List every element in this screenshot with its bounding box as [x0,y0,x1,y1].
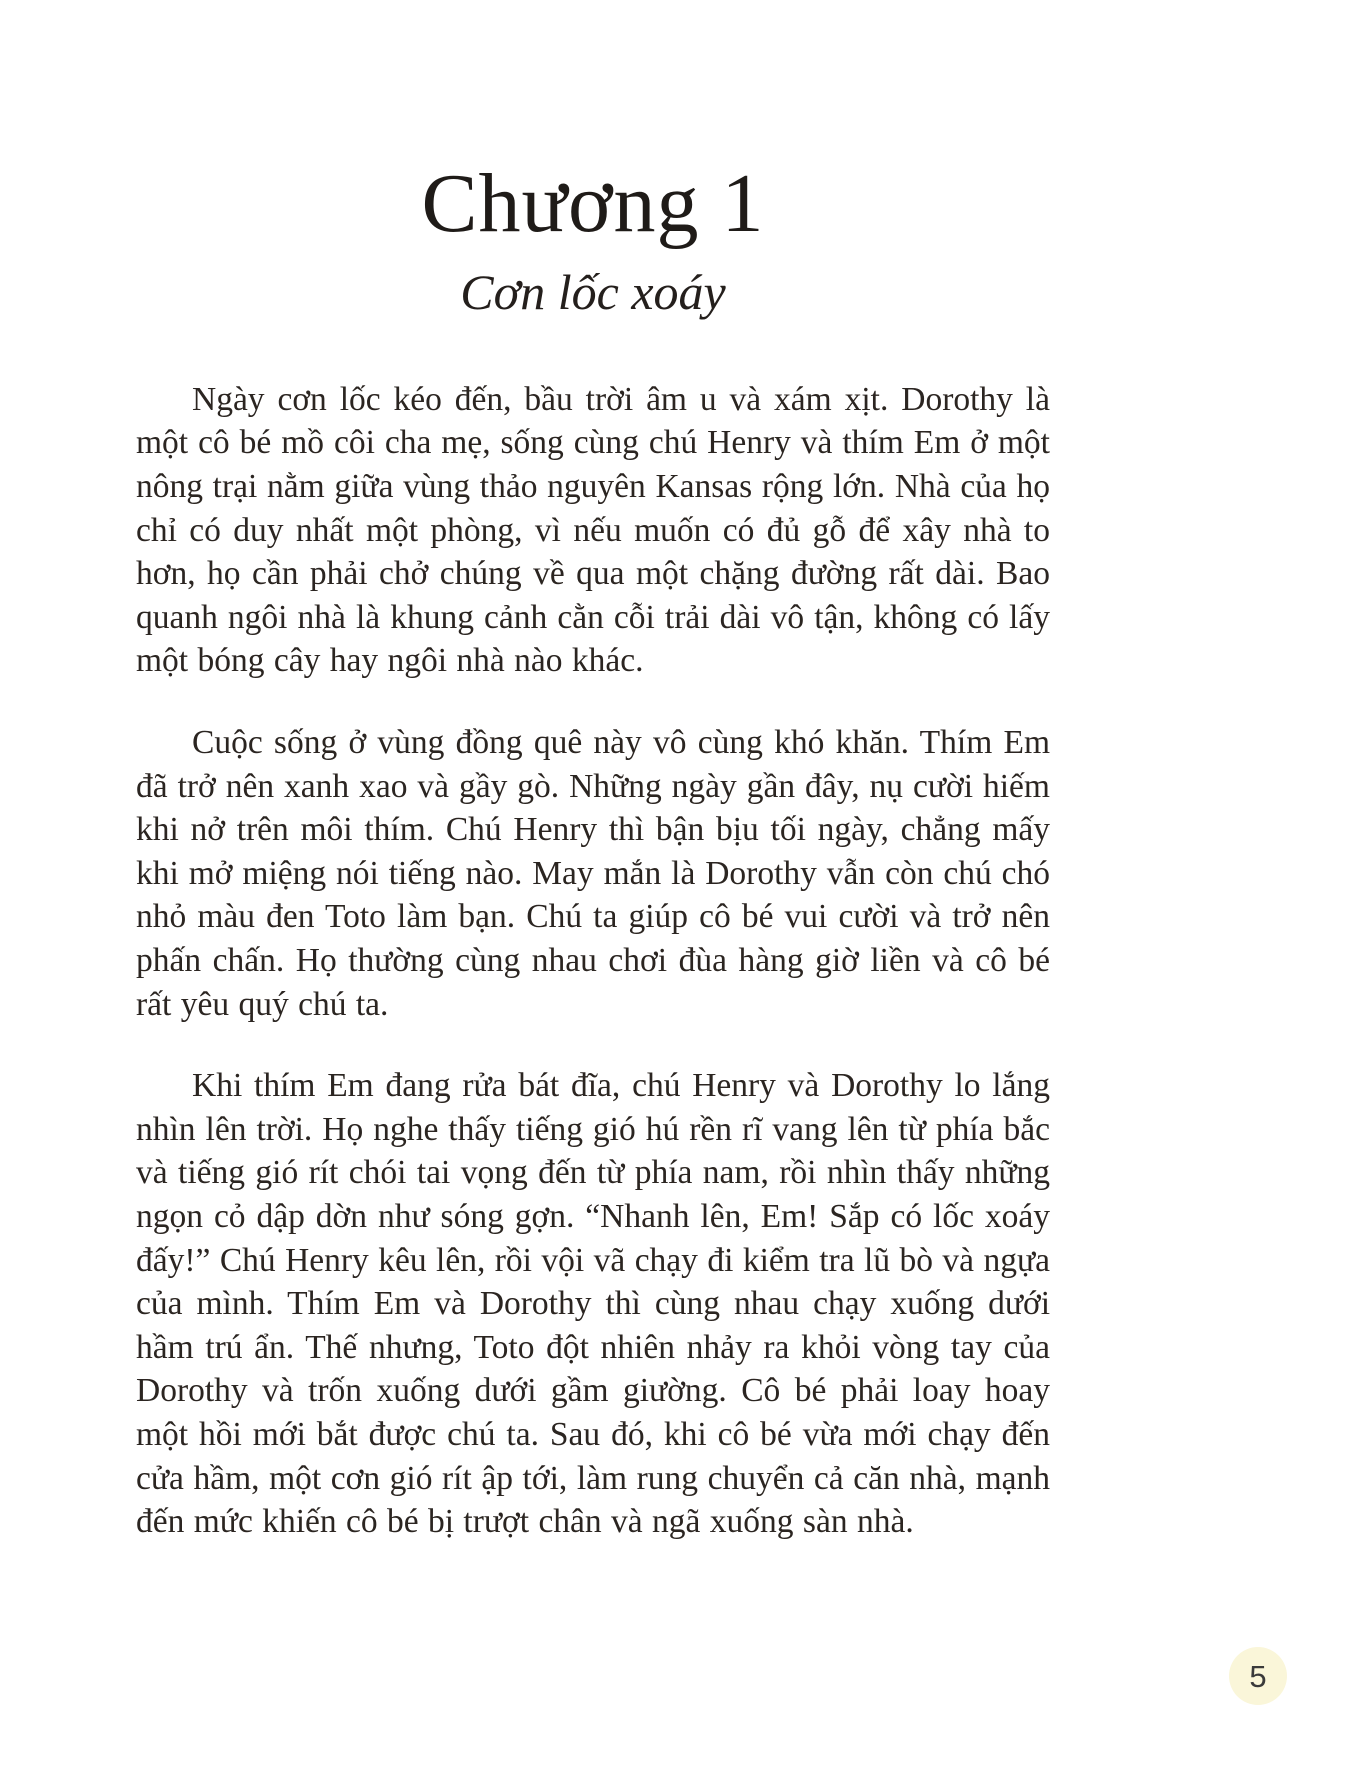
page-number-badge [1229,1647,1287,1705]
body-paragraph: Cuộc sống ở vùng đồng quê này vô cùng khó khăn. Thím Em đã trở nên xanh xao và gầy gò. Những ngày gần đây, nụ cười hiếm khi nở trên môi thím. Chú Henry thì bận bịu tối ngày, chẳng mấy khi mở miệng nói tiếng nào. May mắn là Dorothy vẫn còn chú chó nhỏ màu đen Toto làm bạn. Chú ta giúp cô bé vui cười và trở nên phấn chấn. Họ thường cùng nhau chơi đùa hàng giờ liền và cô bé rất yêu quý chú ta. [136,724,1050,1023]
page-number: 5 [1249,1658,1267,1694]
chapter-title: Chương 1 [421,157,765,250]
body-paragraph: Ngày cơn lốc kéo đến, bầu trời âm u và xám xịt. Dorothy là một cô bé mồ côi cha mẹ, sống cùng chú Henry và thím Em ở một nông trại nằm giữa vùng thảo nguyên Kansas rộng lớn. Nhà của họ chỉ có duy nhất một phòng, vì nếu muốn có đủ gỗ để xây nhà to hơn, họ cần phải chở chúng về qua một chặng đường rất dài. Bao quanh ngôi nhà là khung cảnh cằn cỗi trải dài vô tận, không có lấy một bóng cây hay ngôi nhà nào khác. [136,380,1050,680]
chapter-subtitle: Cơn lốc xoáy [460,264,726,321]
body-paragraph: Khi thím Em đang rửa bát đĩa, chú Henry và Dorothy lo lắng nhìn lên trời. Họ nghe thấy tiếng gió hú rền rĩ vang lên từ phía bắc và tiếng gió rít chói tai vọng đến từ phía nam, rồi nhìn thấy những ngọn cỏ dập dờn như sóng gợn. “Nhanh lên, Em! Sắp có lốc xoáy đấy!” Chú Henry kêu lên, rồi vội vã chạy đi kiểm tra lũ bò và ngựa của mình. Thím Em và Dorothy thì cùng nhau chạy xuống dưới hầm trú ẩn. Thế nhưng, Toto đột nhiên nhảy ra khỏi vòng tay của Dorothy và trốn xuống dưới gầm giường. Cô bé phải loay hoay một hồi mới bắt được chú ta. Sau đó, khi cô bé vừa mới chạy đến cửa hầm, một cơn gió rít ập tới, làm rung chuyển cả căn nhà, mạnh đến mức khiến cô bé bị trượt chân và ngã xuống sàn nhà. [136,1067,1050,1541]
text-block [136,0,1050,1582]
chapter-body [136,378,1050,1544]
